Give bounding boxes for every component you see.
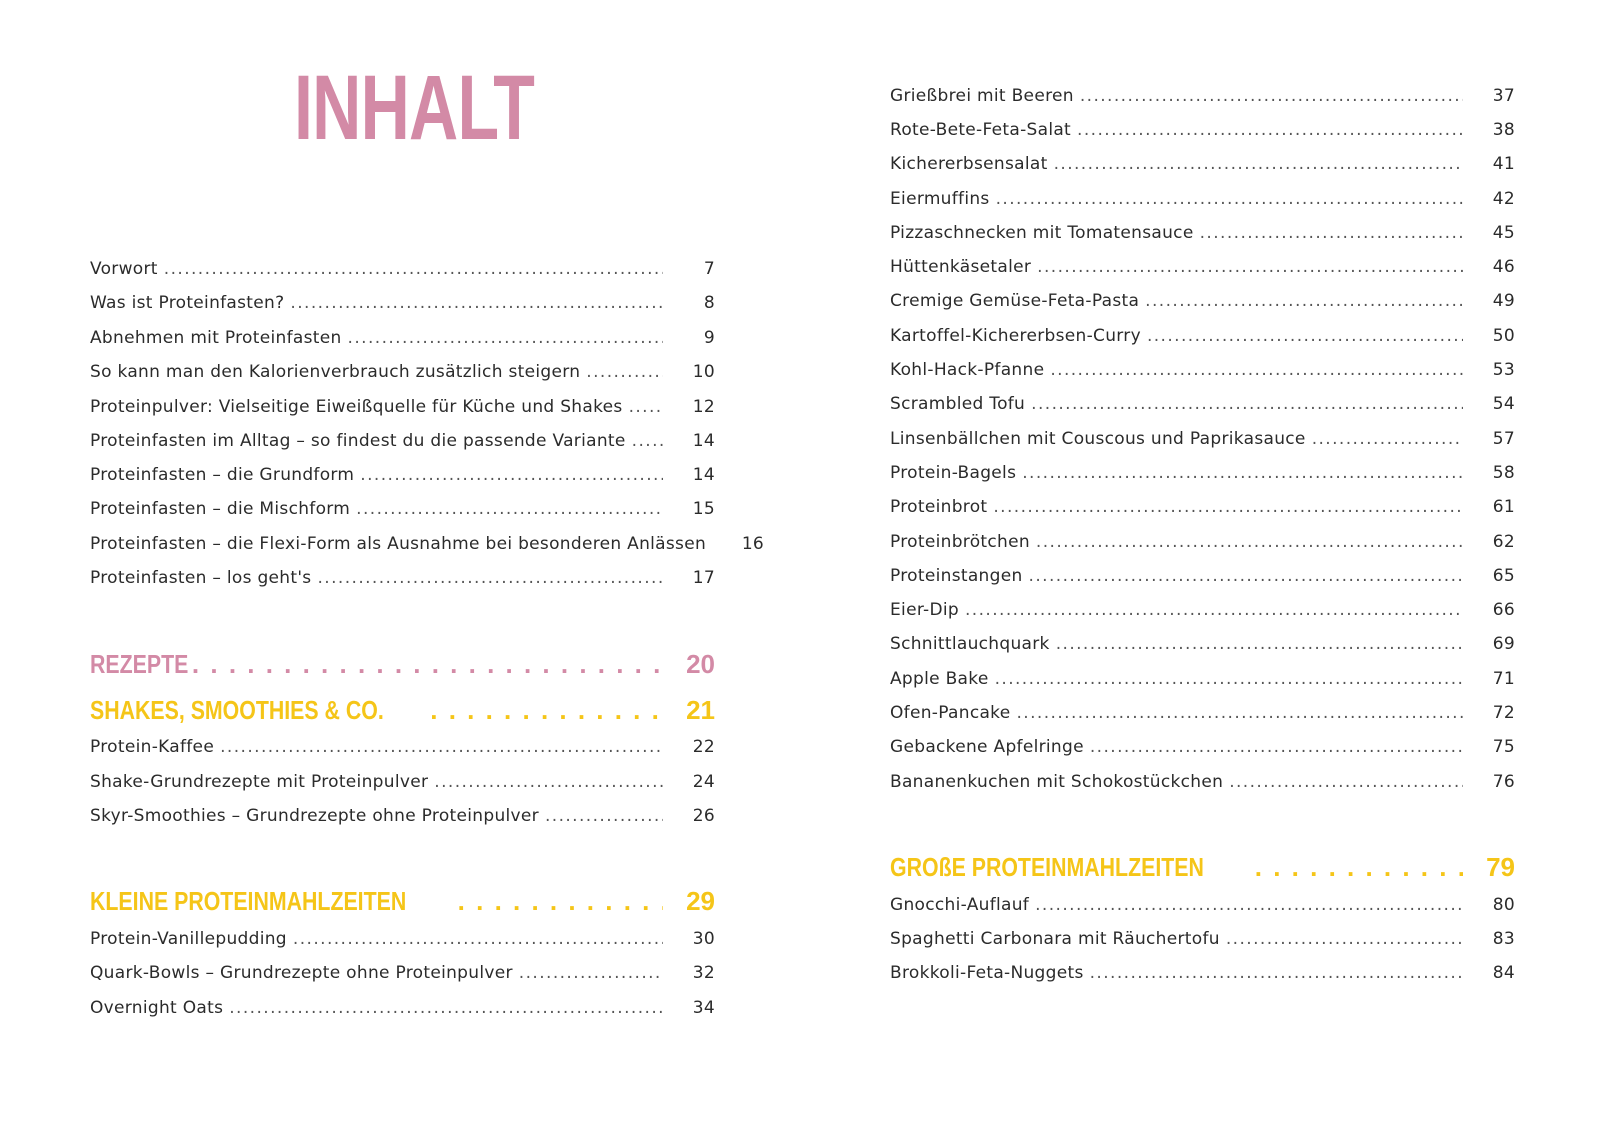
toc-entry-label: Eiermuffins <box>890 189 990 209</box>
toc-page-number: 80 <box>1492 895 1515 915</box>
toc-page-number: 20 <box>686 649 715 679</box>
toc-entry-label: Scrambled Tofu <box>890 394 1026 414</box>
toc-entry-label: Protein-Kaffee <box>90 737 215 757</box>
toc-entry-label: Proteinfasten – die Mischform <box>90 499 351 519</box>
dot-leader <box>164 258 663 280</box>
dot-leader <box>1077 119 1463 141</box>
dot-leader <box>629 396 663 418</box>
toc-entry-label: Eier-Dip <box>890 600 959 620</box>
toc-entry-label: Gnocchi-Auflauf <box>890 895 1030 915</box>
toc-page-number: 66 <box>1492 600 1515 620</box>
toc-section-heading[interactable] <box>890 851 1515 883</box>
toc-entry-label: Was ist Proteinfasten? <box>90 293 285 313</box>
page-title: INHALT <box>294 57 535 159</box>
toc-entry[interactable] <box>890 119 1515 141</box>
toc-section-heading[interactable] <box>90 694 715 726</box>
toc-page-number: 57 <box>1492 429 1515 449</box>
toc-entry-label: REZEPTE <box>90 649 189 679</box>
toc-page-number: 24 <box>692 772 715 792</box>
toc-page-number: 72 <box>1492 703 1515 723</box>
toc-page-number: 9 <box>703 328 715 348</box>
toc-page-number: 22 <box>692 737 715 757</box>
dot-leader <box>1145 290 1463 312</box>
toc-entry-label: Protein-Bagels <box>890 463 1017 483</box>
toc-entry[interactable] <box>90 258 715 280</box>
toc-entry[interactable] <box>890 256 1515 278</box>
toc-entry-label: Proteinbrötchen <box>890 532 1030 552</box>
toc-entry[interactable] <box>890 462 1515 484</box>
toc-entry-label: Proteinfasten – die Flexi-Form als Ausnahme bei besonderen Anlässen <box>90 534 707 554</box>
toc-page-number: 29 <box>686 886 715 916</box>
toc-entry[interactable] <box>890 85 1515 107</box>
dot-leader <box>290 292 663 314</box>
toc-entry[interactable] <box>90 736 715 758</box>
toc-entry[interactable] <box>890 928 1515 950</box>
toc-page-number: 14 <box>692 465 715 485</box>
toc-entry-label: Abnehmen mit Proteinfasten <box>90 328 342 348</box>
dot-leader <box>293 928 663 950</box>
dot-leader <box>356 498 663 520</box>
dot-leader <box>519 962 663 984</box>
toc-entry[interactable] <box>890 894 1515 916</box>
dot-leader <box>1255 851 1463 883</box>
dot-leader <box>545 805 663 827</box>
toc-entry-label: Rote-Bete-Feta-Salat <box>890 120 1072 140</box>
dot-leader <box>1037 256 1463 278</box>
toc-entry-label: Protein-Vanillepudding <box>90 929 287 949</box>
toc-page-number: 38 <box>1492 120 1515 140</box>
toc-page-number: 12 <box>692 397 715 417</box>
toc-page-number: 15 <box>692 499 715 519</box>
dot-leader <box>993 496 1463 518</box>
toc-entry[interactable] <box>90 361 715 383</box>
toc-entry-label: Pizzaschnecken mit Tomatensauce <box>890 223 1194 243</box>
toc-entry[interactable] <box>890 736 1515 758</box>
toc-page-number: 21 <box>686 695 715 725</box>
dot-leader <box>632 430 663 452</box>
toc-entry-label: Linsenbällchen mit Couscous und Paprikasauce <box>890 429 1306 449</box>
toc-page-number: 37 <box>1492 86 1515 106</box>
dot-leader <box>1036 531 1463 553</box>
toc-page-number: 83 <box>1492 929 1515 949</box>
dot-leader <box>1090 962 1463 984</box>
dot-leader <box>220 736 663 758</box>
toc-page-number: 84 <box>1492 963 1515 983</box>
toc-page-number: 62 <box>1492 532 1515 552</box>
toc-entry[interactable] <box>890 565 1515 587</box>
toc-entry[interactable] <box>90 928 715 950</box>
dot-leader <box>317 567 663 589</box>
toc-entry-label: So kann man den Kalorienverbrauch zusätzlich steigern <box>90 362 581 382</box>
toc-entry[interactable] <box>890 325 1515 347</box>
toc-entry-label: Grießbrei mit Beeren <box>890 86 1074 106</box>
toc-entry-label: Spaghetti Carbonara mit Räuchertofu <box>890 929 1220 949</box>
toc-entry[interactable] <box>90 430 715 452</box>
toc-page-number: 46 <box>1492 257 1515 277</box>
toc-entry-label: Proteinpulver: Vielseitige Eiweißquelle für Küche und Shakes <box>90 397 623 417</box>
dot-leader <box>1229 771 1463 793</box>
toc-entry[interactable] <box>890 153 1515 175</box>
toc-entry-label: Kichererbsensalat <box>890 154 1048 174</box>
toc-page-number: 8 <box>703 293 715 313</box>
toc-page-number: 54 <box>1492 394 1515 414</box>
toc-page-number: 49 <box>1492 291 1515 311</box>
toc-entry[interactable] <box>90 292 715 314</box>
dot-leader <box>1022 462 1463 484</box>
toc-page-number: 53 <box>1492 360 1515 380</box>
toc-entry-label: Kartoffel-Kichererbsen-Curry <box>890 326 1141 346</box>
toc-page-number: 17 <box>692 568 715 588</box>
toc-entry-label: Vorwort <box>90 259 158 279</box>
dot-leader <box>1056 633 1463 655</box>
toc-entry[interactable] <box>890 290 1515 312</box>
dot-leader <box>1016 702 1463 724</box>
toc-page-number: 14 <box>692 431 715 451</box>
toc-entry[interactable] <box>890 359 1515 381</box>
toc-entry[interactable] <box>890 962 1515 984</box>
dot-leader <box>360 464 663 486</box>
dot-leader <box>1312 428 1463 450</box>
toc-entry[interactable] <box>890 599 1515 621</box>
toc-entry[interactable] <box>890 531 1515 553</box>
toc-entry-label: Schnittlauchquark <box>890 634 1050 654</box>
toc-entry-label: Ofen-Pancake <box>890 703 1011 723</box>
toc-entry[interactable] <box>90 498 715 520</box>
toc-page-number: 76 <box>1492 772 1515 792</box>
dot-leader <box>1031 393 1463 415</box>
toc-entry-label: Proteinfasten – die Grundform <box>90 465 355 485</box>
toc-entry-label: Shake-Grundrezepte mit Proteinpulver <box>90 772 429 792</box>
dot-leader <box>192 648 663 680</box>
toc-page-number: 32 <box>692 963 715 983</box>
dot-leader <box>1226 928 1463 950</box>
toc-entry[interactable] <box>890 222 1515 244</box>
toc-page-number: 41 <box>1492 154 1515 174</box>
toc-page-number: 26 <box>692 806 715 826</box>
dot-leader <box>996 188 1463 210</box>
dot-leader <box>229 997 663 1019</box>
dot-leader <box>458 885 663 917</box>
toc-entry-label: Apple Bake <box>890 669 989 689</box>
toc-entry[interactable] <box>90 327 715 349</box>
dot-leader <box>965 599 1463 621</box>
toc-page-number: 71 <box>1492 669 1515 689</box>
toc-entry[interactable] <box>890 702 1515 724</box>
dot-leader <box>1200 222 1463 244</box>
toc-page-number: 10 <box>692 362 715 382</box>
toc-section-heading[interactable] <box>90 885 715 917</box>
toc-page-number: 42 <box>1492 189 1515 209</box>
toc-entry-label: Hüttenkäsetaler <box>890 257 1032 277</box>
toc-entry-label: Brokkoli-Feta-Nuggets <box>890 963 1084 983</box>
toc-entry[interactable] <box>890 771 1515 793</box>
toc-page-number: 34 <box>692 998 715 1018</box>
toc-entry-label: Quark-Bowls – Grundrezepte ohne Proteinpulver <box>90 963 513 983</box>
dot-leader <box>434 771 663 793</box>
toc-page-number: 7 <box>703 259 715 279</box>
toc-page-number: 75 <box>1492 737 1515 757</box>
toc-page-number: 61 <box>1492 497 1515 517</box>
toc-entry-label: Proteinfasten im Alltag – so findest du die passende Variante <box>90 431 626 451</box>
toc-entry-label: Bananenkuchen mit Schokostückchen <box>890 772 1224 792</box>
toc-entry[interactable] <box>890 668 1515 690</box>
toc-entry-label: Overnight Oats <box>90 998 224 1018</box>
toc-entry[interactable] <box>90 533 765 555</box>
toc-entry-label: Proteinfasten – los geht's <box>90 568 312 588</box>
dot-leader <box>430 694 663 726</box>
toc-page-number: 16 <box>741 534 765 554</box>
toc-page-number: 30 <box>692 929 715 949</box>
toc-entry[interactable] <box>90 805 715 827</box>
dot-leader <box>995 668 1463 690</box>
toc-page-number: 79 <box>1486 852 1515 882</box>
toc-page-number: 65 <box>1492 566 1515 586</box>
toc-page-number: 50 <box>1492 326 1515 346</box>
toc-entry-label: Proteinbrot <box>890 497 988 517</box>
toc-entry-label: Cremige Gemüse-Feta-Pasta <box>890 291 1140 311</box>
dot-leader <box>348 327 663 349</box>
toc-entry[interactable] <box>90 396 715 418</box>
toc-page-number: 45 <box>1492 223 1515 243</box>
dot-leader <box>1050 359 1463 381</box>
dot-leader <box>1080 85 1463 107</box>
toc-entry[interactable] <box>90 997 715 1019</box>
toc-page-number: 58 <box>1492 463 1515 483</box>
toc-entry-label: Kohl-Hack-Pfanne <box>890 360 1045 380</box>
dot-leader <box>1147 325 1463 347</box>
dot-leader <box>1054 153 1463 175</box>
toc-entry[interactable] <box>90 962 715 984</box>
toc-entry[interactable] <box>890 188 1515 210</box>
toc-entry[interactable] <box>90 567 715 589</box>
toc-entry-label: Gebackene Apfelringe <box>890 737 1084 757</box>
dot-leader <box>1035 894 1463 916</box>
dot-leader <box>1090 736 1463 758</box>
toc-entry[interactable] <box>90 771 715 793</box>
toc-entry[interactable] <box>890 496 1515 518</box>
toc-entry[interactable] <box>90 464 715 486</box>
toc-entry[interactable] <box>890 393 1515 415</box>
toc-section-heading[interactable] <box>90 648 715 680</box>
toc-entry-label: KLEINE PROTEINMAHLZEITEN <box>90 886 407 916</box>
toc-entry-label: Skyr-Smoothies – Grundrezepte ohne Proteinpulver <box>90 806 539 826</box>
toc-entry-label: GROßE PROTEINMAHLZEITEN <box>890 852 1204 882</box>
toc-entry-label: Proteinstangen <box>890 566 1023 586</box>
toc-page-number: 69 <box>1492 634 1515 654</box>
toc-entry[interactable] <box>890 633 1515 655</box>
dot-leader <box>586 361 663 383</box>
toc-entry[interactable] <box>890 428 1515 450</box>
dot-leader <box>1029 565 1463 587</box>
toc-entry-label: SHAKES, SMOOTHIES & CO. <box>90 695 384 725</box>
